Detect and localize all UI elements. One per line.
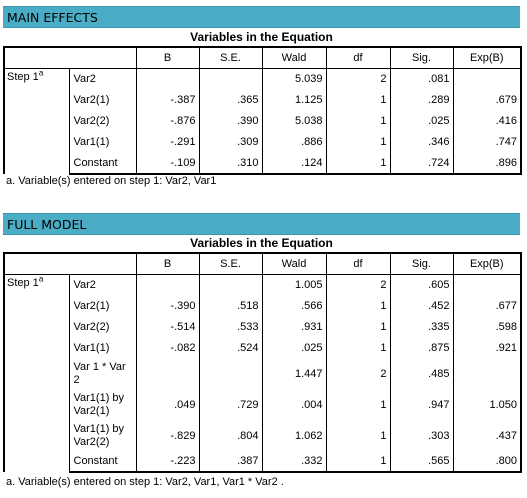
cell-expb: [453, 69, 521, 90]
cell-b: [136, 69, 199, 90]
cell-expb: [453, 275, 521, 296]
cell-df: 2: [326, 69, 390, 90]
cell-expb: .677: [453, 296, 521, 317]
column-header-expb: Exp(B): [453, 47, 521, 69]
cell-sig: .875: [390, 338, 453, 359]
cell-b: -.291: [136, 132, 199, 153]
column-header-df: df: [326, 47, 390, 69]
table-row: [4, 132, 521, 153]
cell-se: .524: [199, 338, 262, 359]
full-model-footnote: a. Variable(s) entered on step 1: Var2, Var1, Var1 * Var2 .: [6, 476, 284, 488]
table-row: [4, 111, 521, 132]
cell-sig: .346: [390, 132, 453, 153]
full-model-table: [3, 252, 522, 473]
row-label: Var2: [69, 69, 136, 90]
cell-df: 2: [326, 275, 390, 296]
cell-expb: [453, 359, 521, 390]
cell-df: 1: [326, 452, 390, 472]
row-label: Var2(2): [73, 115, 110, 127]
cell-b: -.876: [136, 111, 199, 132]
column-header-wald: Wald: [262, 47, 326, 69]
cell-wald: .332: [262, 452, 326, 472]
cell-sig: .485: [390, 359, 453, 390]
cell-b: -.223: [136, 452, 199, 472]
cell-se: [199, 69, 262, 90]
table-row: [4, 69, 521, 90]
table-row: [4, 338, 521, 359]
cell-sig: .081: [390, 69, 453, 90]
cell-wald: .886: [262, 132, 326, 153]
row-label: Var2(1): [73, 94, 110, 106]
cell-se: [199, 275, 262, 296]
main-effects-table-title: Variables in the Equation: [190, 30, 333, 44]
cell-expb: .598: [453, 317, 521, 338]
table-row: [4, 153, 521, 174]
table-header-row: [4, 253, 521, 275]
cell-df: 1: [326, 90, 390, 111]
cell-wald: 5.039: [262, 69, 326, 90]
cell-b: [136, 359, 199, 390]
cell-wald: 1.062: [262, 421, 326, 452]
cell-se: .804: [199, 421, 262, 452]
row-label: Var2(1): [73, 300, 110, 312]
main-effects-table: [3, 46, 522, 175]
cell-b: -.390: [136, 296, 199, 317]
cell-sig: .303: [390, 421, 453, 452]
cell-df: 2: [326, 359, 390, 390]
table-row: [4, 359, 521, 390]
table-row: [4, 296, 521, 317]
row-label: Var 1 * Var 2: [73, 361, 126, 386]
cell-se: .390: [199, 111, 262, 132]
cell-se: .729: [199, 390, 262, 421]
cell-b: .049: [136, 390, 199, 421]
cell-expb: .800: [453, 452, 521, 472]
table-header-row: [4, 47, 521, 69]
cell-b: -.109: [136, 153, 199, 174]
column-header-df: df: [326, 253, 390, 275]
cell-expb: 1.050: [453, 390, 521, 421]
cell-b: -.387: [136, 90, 199, 111]
cell-df: 1: [326, 338, 390, 359]
cell-wald: .124: [262, 153, 326, 174]
column-header-wald: Wald: [262, 253, 326, 275]
cell-df: 1: [326, 153, 390, 174]
cell-wald: .025: [262, 338, 326, 359]
column-header-sig: Sig.: [390, 47, 453, 69]
cell-wald: .931: [262, 317, 326, 338]
main-effects-footnote: a. Variable(s) entered on step 1: Var2, Var1: [6, 175, 217, 187]
cell-se: .365: [199, 90, 262, 111]
cell-se: .533: [199, 317, 262, 338]
cell-se: .387: [199, 452, 262, 472]
cell-expb: .896: [453, 153, 521, 174]
cell-b: [136, 275, 199, 296]
cell-df: 1: [326, 296, 390, 317]
row-label: Var2: [69, 275, 136, 296]
step-label: Step 1$^a$: [4, 69, 69, 174]
table-row: [4, 390, 521, 421]
cell-sig: .947: [390, 390, 453, 421]
row-label: Constant: [69, 153, 136, 174]
cell-b: -.829: [136, 421, 199, 452]
step-label: Step 1$^a$: [4, 275, 69, 472]
table-row: [4, 275, 521, 296]
column-header-b: B: [136, 47, 199, 69]
cell-wald: 1.005: [262, 275, 326, 296]
row-label: Var2(2): [73, 321, 110, 333]
cell-sig: .289: [390, 90, 453, 111]
row-label: Var1(1) by Var2(2): [73, 423, 125, 448]
table-row: [4, 421, 521, 452]
cell-df: 1: [326, 390, 390, 421]
cell-df: 1: [326, 111, 390, 132]
row-label: Var1(1): [73, 342, 110, 354]
cell-sig: .565: [390, 452, 453, 472]
cell-sig: .335: [390, 317, 453, 338]
header-blank: [4, 253, 136, 275]
cell-b: -.082: [136, 338, 199, 359]
cell-expb: .416: [453, 111, 521, 132]
column-header-expb: Exp(B): [453, 253, 521, 275]
cell-wald: 1.125: [262, 90, 326, 111]
cell-wald: 5.038: [262, 111, 326, 132]
cell-expb: .437: [453, 421, 521, 452]
column-header-b: B: [136, 253, 199, 275]
cell-expb: .747: [453, 132, 521, 153]
full-model-header: FULL MODEL: [3, 213, 520, 235]
column-header-sig: Sig.: [390, 253, 453, 275]
main-effects-header: MAIN EFFECTS: [3, 6, 520, 28]
cell-sig: .025: [390, 111, 453, 132]
cell-b: -.514: [136, 317, 199, 338]
cell-se: .309: [199, 132, 262, 153]
cell-df: 1: [326, 132, 390, 153]
cell-se: [199, 359, 262, 390]
row-label: Var1(1) by Var2(1): [73, 392, 125, 417]
row-label: Var1(1): [73, 136, 110, 148]
cell-sig: .605: [390, 275, 453, 296]
cell-df: 1: [326, 317, 390, 338]
row-label: Constant: [69, 452, 136, 472]
table-row: [4, 90, 521, 111]
cell-se: .310: [199, 153, 262, 174]
cell-wald: 1.447: [262, 359, 326, 390]
cell-se: .518: [199, 296, 262, 317]
cell-wald: .004: [262, 390, 326, 421]
header-blank: [4, 47, 136, 69]
cell-sig: .724: [390, 153, 453, 174]
table-row: [4, 317, 521, 338]
cell-sig: .452: [390, 296, 453, 317]
cell-wald: .566: [262, 296, 326, 317]
cell-expb: .921: [453, 338, 521, 359]
cell-df: 1: [326, 421, 390, 452]
cell-expb: .679: [453, 90, 521, 111]
column-header-se: S.E.: [199, 47, 262, 69]
column-header-se: S.E.: [199, 253, 262, 275]
full-model-table-title: Variables in the Equation: [190, 236, 333, 250]
table-row: [4, 452, 521, 472]
